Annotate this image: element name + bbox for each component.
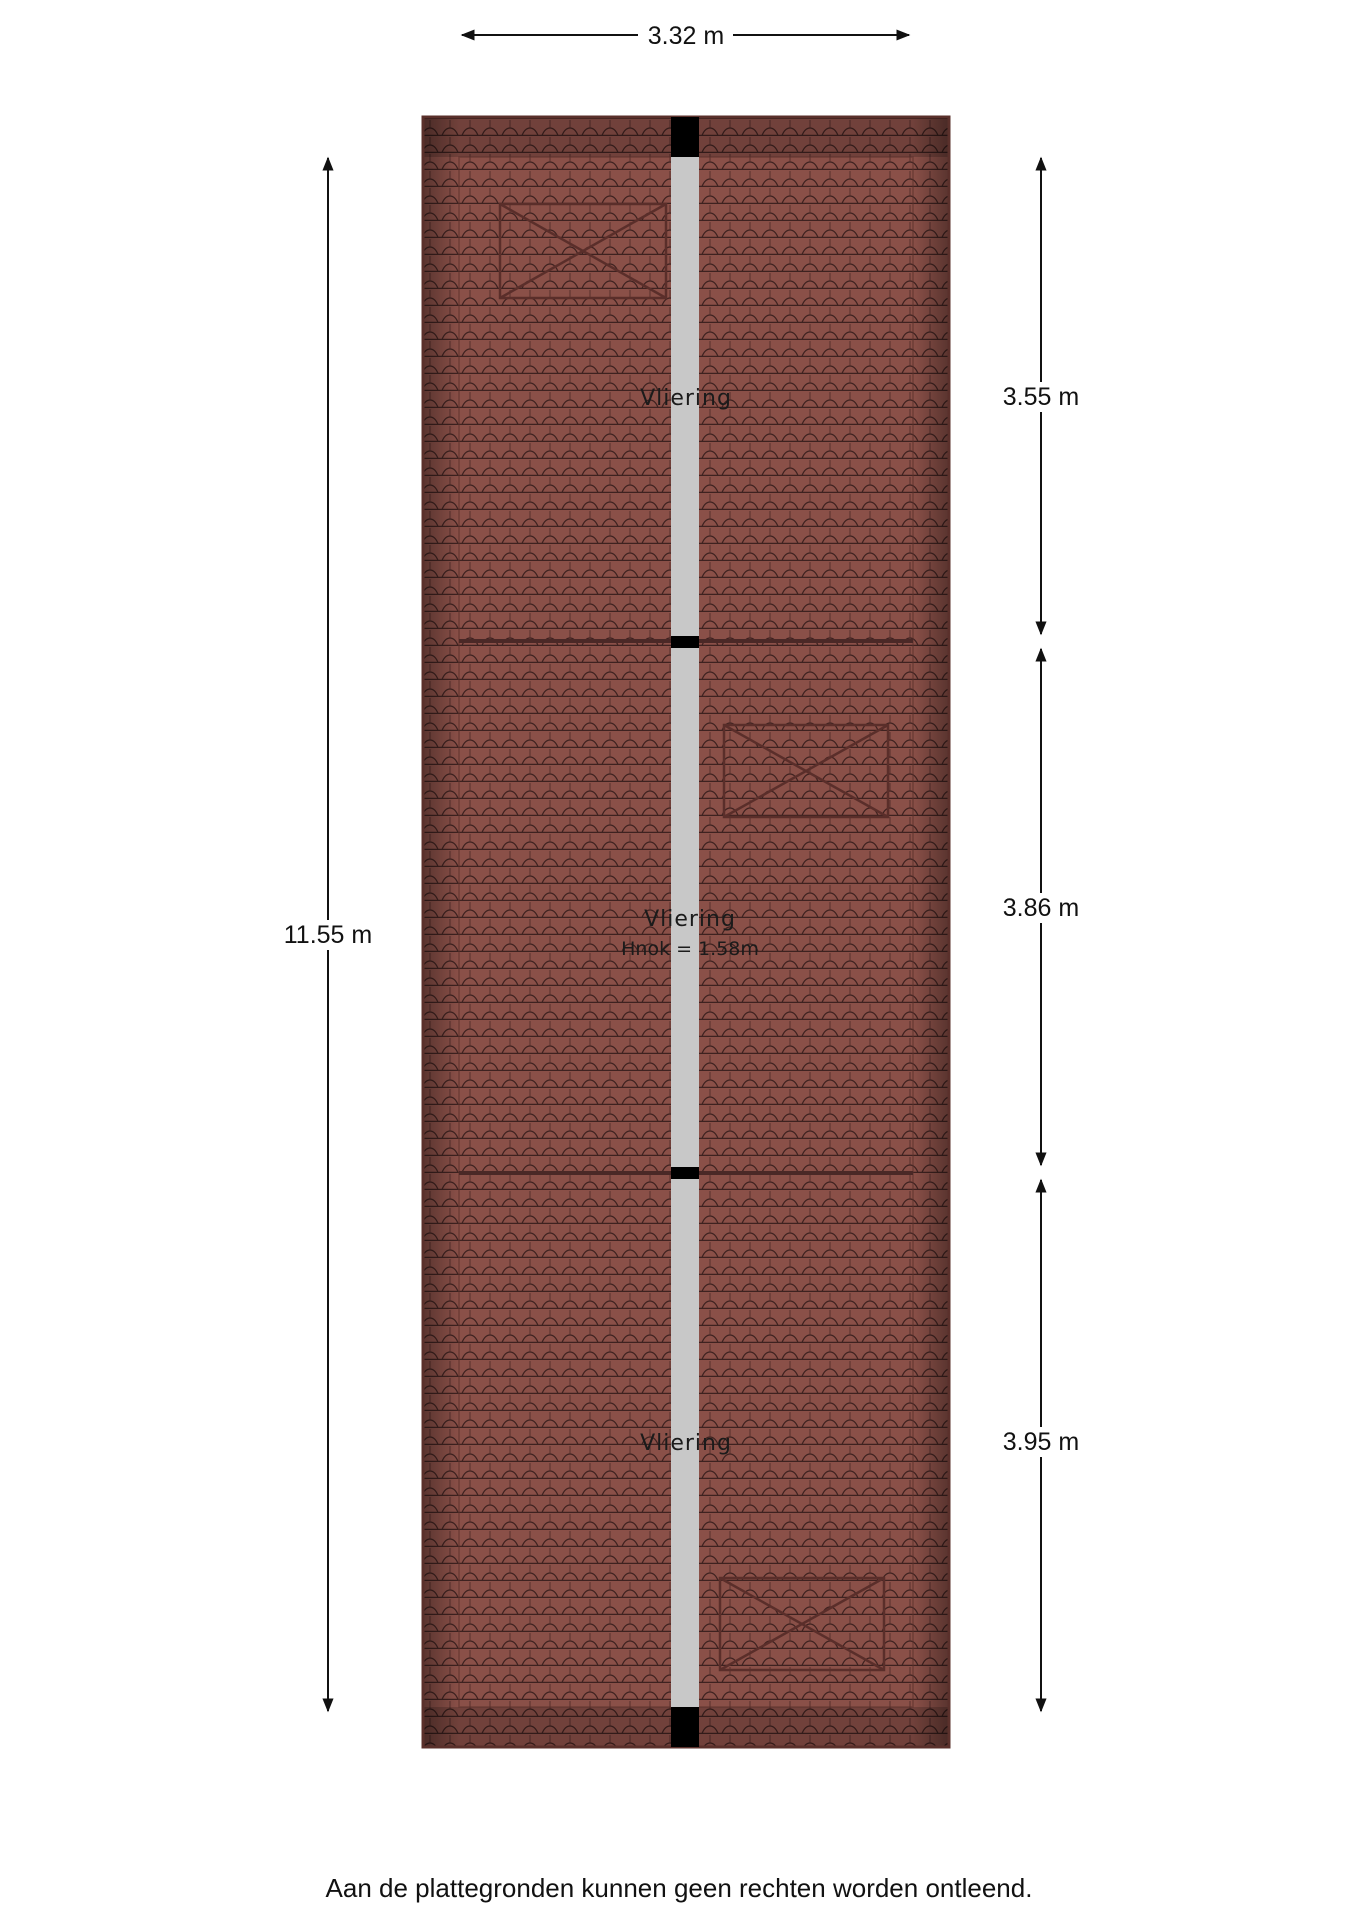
room-note-middle: Hnok = 1.58m bbox=[621, 938, 759, 960]
dimension-section-top bbox=[1003, 158, 1079, 634]
dimension-total-length bbox=[284, 158, 372, 1711]
ridge-block-bottom bbox=[671, 1707, 699, 1747]
dimension-width bbox=[462, 22, 909, 50]
dimension-total-length-label: 11.55 m bbox=[283, 921, 373, 949]
roof-edge-right bbox=[913, 117, 949, 1747]
roof bbox=[423, 117, 949, 1747]
dimension-section-bottom-label: 3.95 m bbox=[1002, 1428, 1080, 1456]
disclaimer-text: Aan de plattegronden kunnen geen rechten worden ontleend. bbox=[325, 1873, 1033, 1903]
room-label-bottom: Vliering bbox=[640, 1431, 732, 1456]
room-label-middle: Vliering bbox=[644, 907, 736, 932]
ridge-block-top bbox=[671, 117, 699, 157]
dimension-section-middle-label: 3.86 m bbox=[1002, 894, 1080, 922]
dimension-section-bottom bbox=[1003, 1180, 1079, 1711]
ridge-block-2 bbox=[671, 1167, 699, 1179]
roof-edge-left bbox=[423, 117, 459, 1747]
dimension-width-label: 3.32 m bbox=[647, 22, 725, 50]
dimension-section-middle bbox=[1003, 649, 1079, 1165]
room-label-top: Vliering bbox=[640, 386, 732, 411]
dimension-section-top-label: 3.55 m bbox=[1002, 383, 1080, 411]
ridge-block-1 bbox=[671, 636, 699, 648]
